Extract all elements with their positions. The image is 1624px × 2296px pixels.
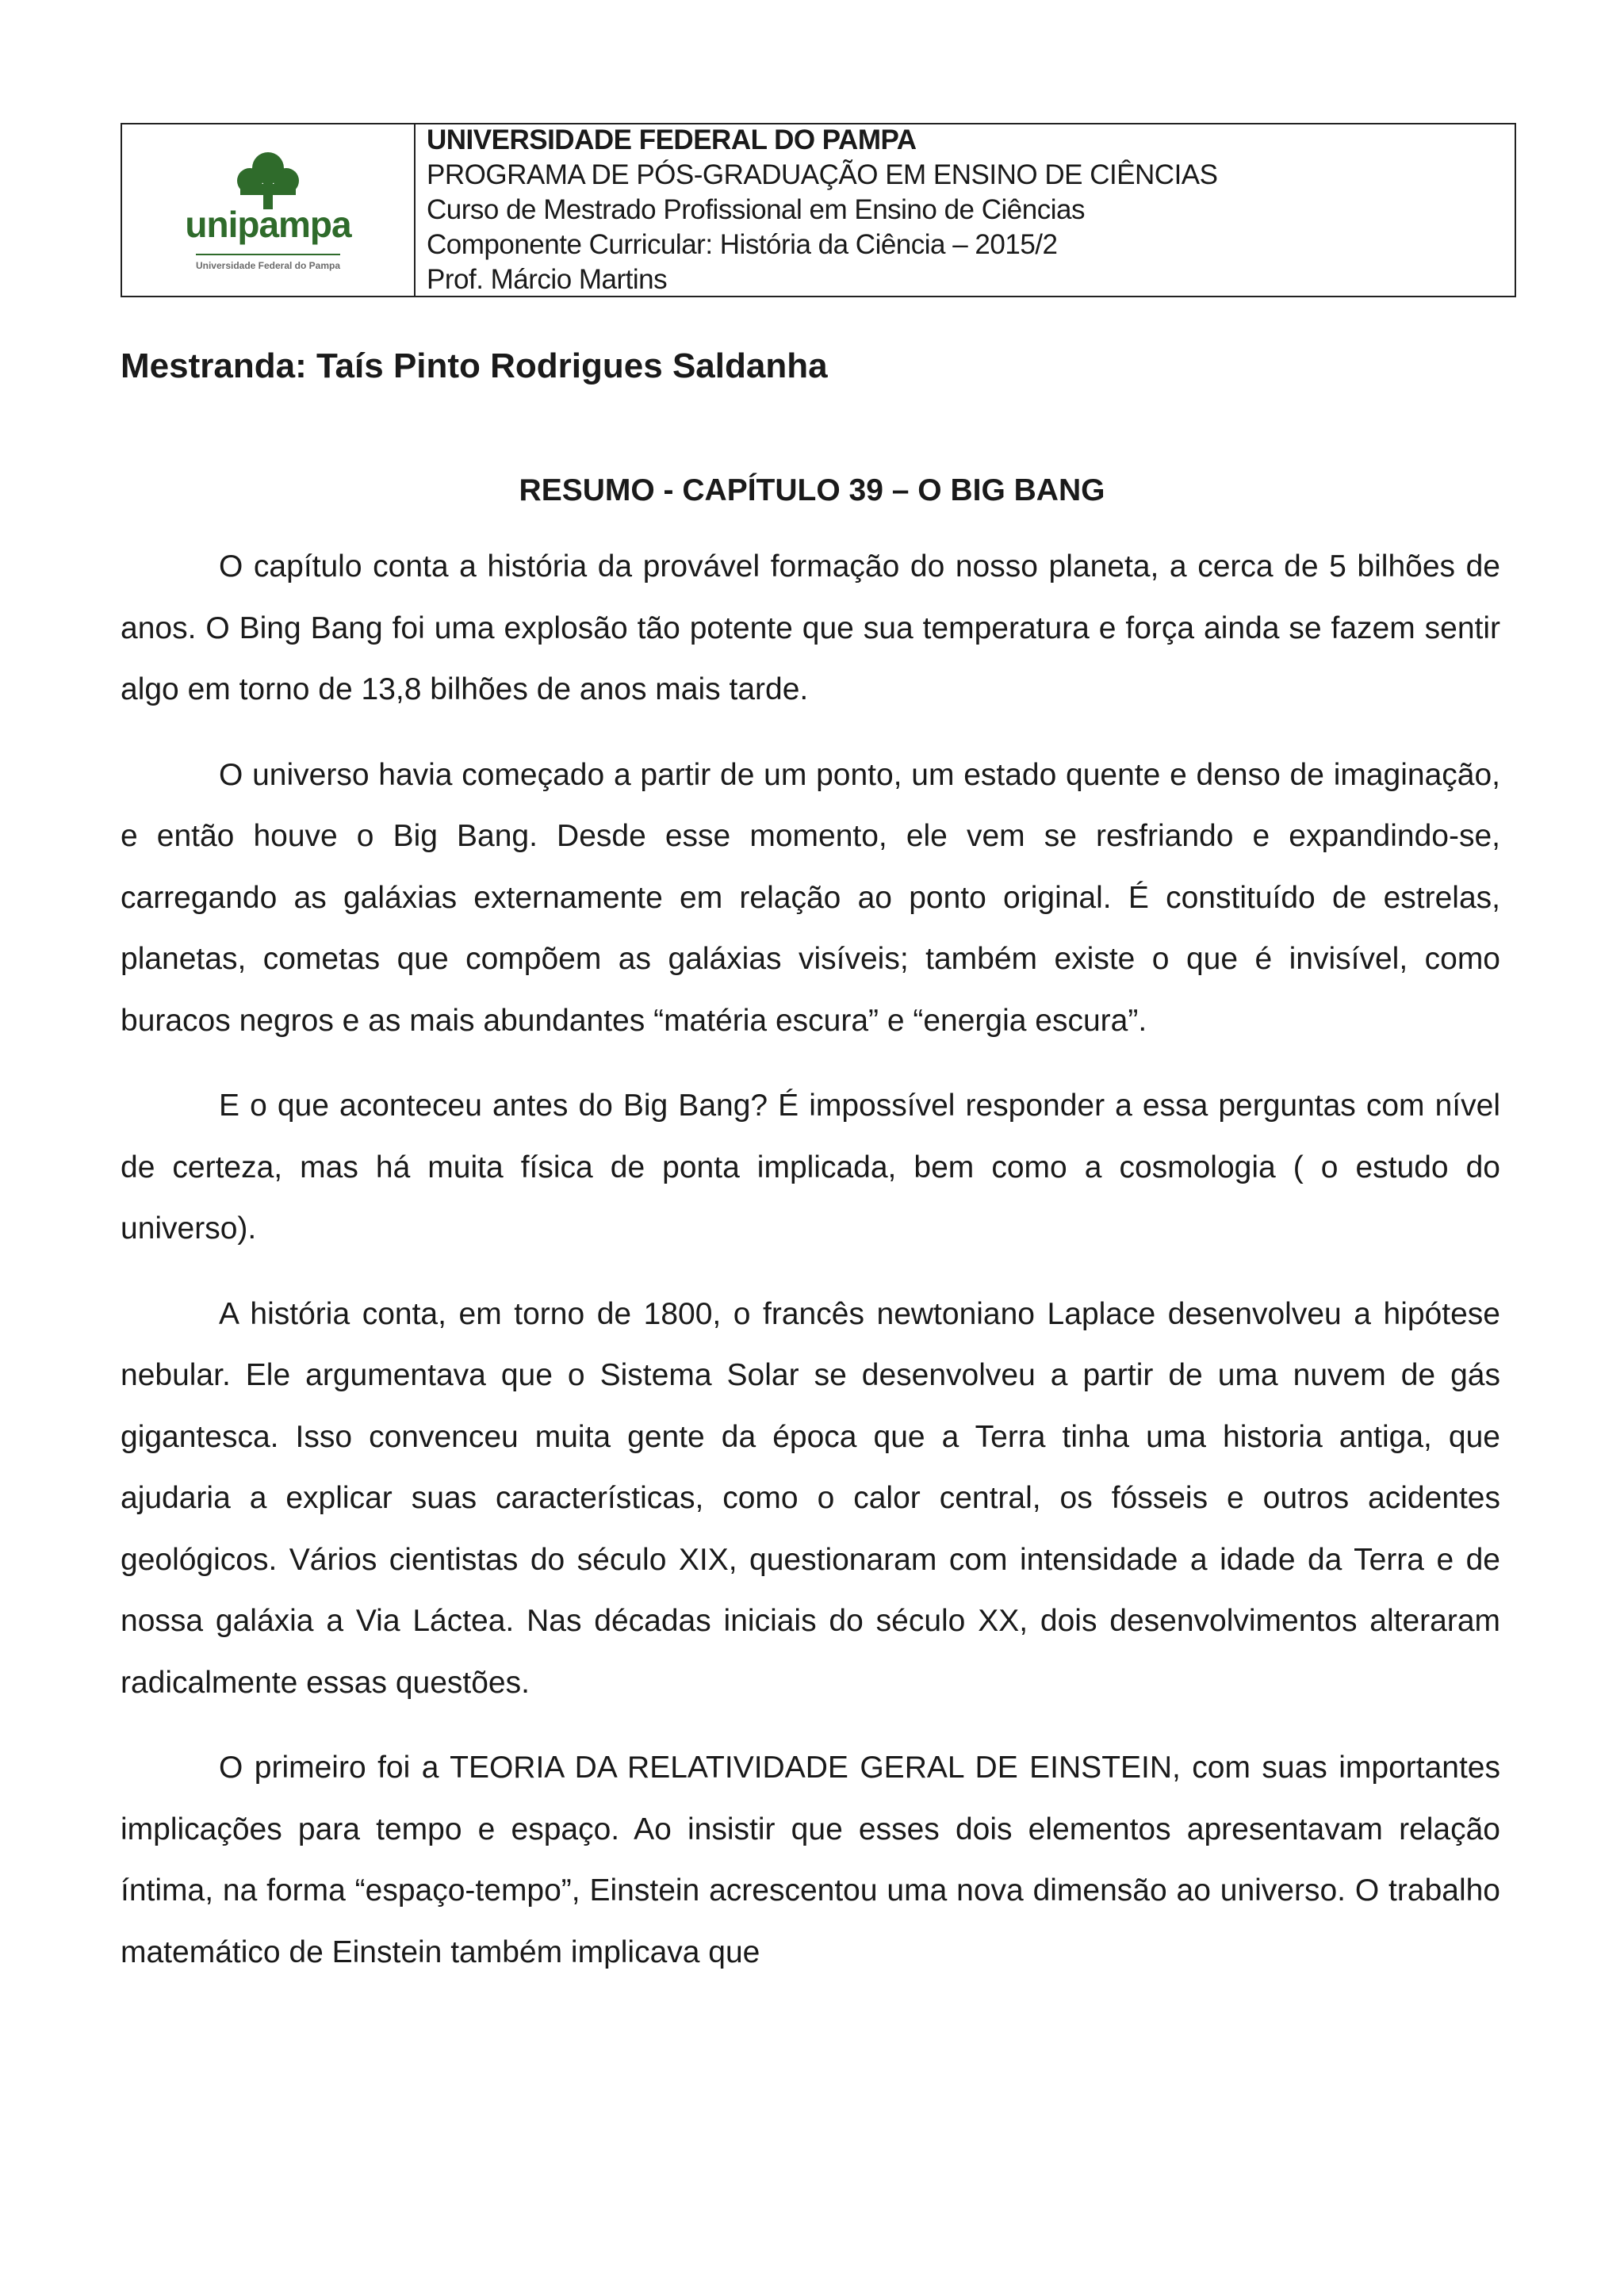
program-name: PROGRAMA DE PÓS-GRADUAÇÃO EM ENSINO DE CIÊNCIAS (427, 159, 1218, 190)
document-title: RESUMO - CAPÍTULO 39 – O BIG BANG (519, 473, 1105, 507)
course-name: Curso de Mestrado Profissional em Ensino de Ciências (427, 194, 1085, 225)
paragraph: O universo havia começado a partir de um ponto, um estado quente e denso de imaginação, e então houve o Big Bang. Desde esse momento, ele vem se resfriando e expandindo-se, carregando as galáxias externamente em relação ao ponto original. É constituído de estrelas, planetas, cometas que compõem as galáxias visíveis; também existe o que é invisível, como buracos negros e as mais abundantes “matéria escura” e “energia escura”. (121, 757, 1500, 1038)
logo-subtitle: Universidade Federal do Pampa (196, 254, 340, 271)
university-logo (122, 124, 416, 296)
author-name: Mestranda: Taís Pinto Rodrigues Saldanha (121, 346, 828, 385)
paragraph: O capítulo conta a história da provável formação do nosso planeta, a cerca de 5 bilhões de anos. O Bing Bang foi uma explosão tão potente que sua temperatura e força ainda se fazem sentir algo em torno de 13,8 bilhões de anos mais tarde. (121, 549, 1500, 706)
professor-name: Prof. Márcio Martins (427, 264, 668, 295)
paragraph: E o que aconteceu antes do Big Bang? É impossível responder a essa perguntas com nível de certeza, mas há muita física de ponta implicada, bem como a cosmologia ( o estudo do universo). (121, 1089, 1500, 1246)
header-info (416, 124, 1218, 296)
document-body (121, 536, 1500, 2007)
paragraph: O primeiro foi a TEORIA DA RELATIVIDADE GERAL DE EINSTEIN, com suas importantes implicações para tempo e espaço. Ao insistir que esses dois elementos apresentavam relação íntima, na forma “espaço-tempo”, Einstein acrescentou uma nova dimensão ao universo. O trabalho matemático de Einstein também implicava que (121, 1751, 1500, 1969)
curricular-component: Componente Curricular: História da Ciência – 2015/2 (427, 229, 1058, 260)
header-table (121, 123, 1516, 297)
university-name: UNIVERSIDADE FEDERAL DO PAMPA (427, 124, 917, 155)
paragraph: A história conta, em torno de 1800, o francês newtoniano Laplace desenvolveu a hipótese nebular. Ele argumentava que o Sistema Solar se desenvolveu a partir de uma nuvem de gás gigantesca. Isso convenceu muita gente da época que a Terra tinha uma historia antiga, que ajudaria a explicar suas características, como o calor central, os fósseis e outros acidentes geológicos. Vários cientistas do século XIX, questionaram com intensidade a idade da Terra e de nossa galáxia a Via Láctea. Nas décadas iniciais do século XX, dois desenvolvimentos alteraram radicalmente essas questões. (121, 1296, 1500, 1700)
tree-logo-icon (224, 149, 312, 212)
logo-wordmark: unipampa (185, 204, 351, 245)
